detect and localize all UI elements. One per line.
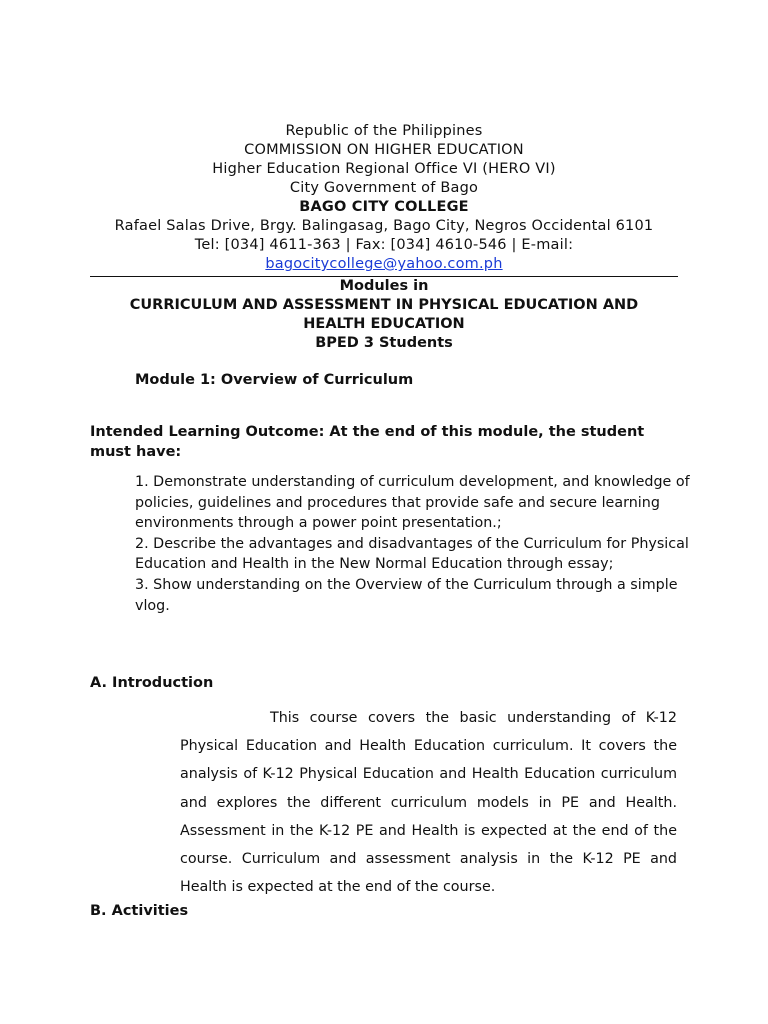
introduction-heading: A. Introduction xyxy=(90,675,214,691)
course-title-line-2: HEALTH EDUCATION xyxy=(303,316,465,332)
city-government-line: City Government of Bago xyxy=(289,180,479,196)
outcome-item: 2. Describe the advantages and disadvantages of the Curriculum for Physical Education and Health in the New Normal Education through essay; xyxy=(135,535,689,573)
contact-line: Tel: [034] 4611-363 | Fax: [034] 4610-546 | E-mail: xyxy=(194,237,574,253)
regional-office-line: Higher Education Regional Office VI (HERO VI) xyxy=(212,161,556,177)
course-title-line-1: CURRICULUM AND ASSESSMENT IN PHYSICAL EDUCATION AND xyxy=(129,297,639,313)
outcome-item: 1. Demonstrate understanding of curriculum development, and knowledge of policies, guidelines and procedures that provide safe and secure learning environments through a power point presentation.; xyxy=(135,474,690,532)
ilo-heading: Intended Learning Outcome: At the end of this module, the student must have: xyxy=(90,424,645,460)
modules-in-label: Modules in xyxy=(339,278,429,294)
outcomes-list xyxy=(135,472,695,616)
email-link[interactable]: bagocitycollege@yahoo.com.ph xyxy=(265,256,503,272)
college-name: BAGO CITY COLLEGE xyxy=(299,199,469,215)
country-line: Republic of the Philippines xyxy=(285,123,483,139)
commission-line: COMMISSION ON HIGHER EDUCATION xyxy=(244,142,524,158)
module-title: Module 1: Overview of Curriculum xyxy=(135,372,414,388)
activities-heading: B. Activities xyxy=(90,903,189,919)
introduction-body: This course covers the basic understanding of K-12 Physical Education and Health Education curriculum. It covers the analysis of K-12 Physical Education and Health Education curriculum and explores the different curriculum models in PE and Health. Assessment in the K-12 PE and Health is expected at the end of the course. Curriculum and assessment analysis in the K-12 PE and Health is expected at the end of the course. xyxy=(180,710,677,896)
course-title-block xyxy=(90,277,678,353)
letterhead xyxy=(90,122,678,274)
address-line: Rafael Salas Drive, Brgy. Balingasag, Bago City, Negros Occidental 6101 xyxy=(114,218,654,234)
students-label: BPED 3 Students xyxy=(315,335,453,351)
outcome-item: 3. Show understanding on the Overview of the Curriculum through a simple vlog. xyxy=(135,576,678,614)
